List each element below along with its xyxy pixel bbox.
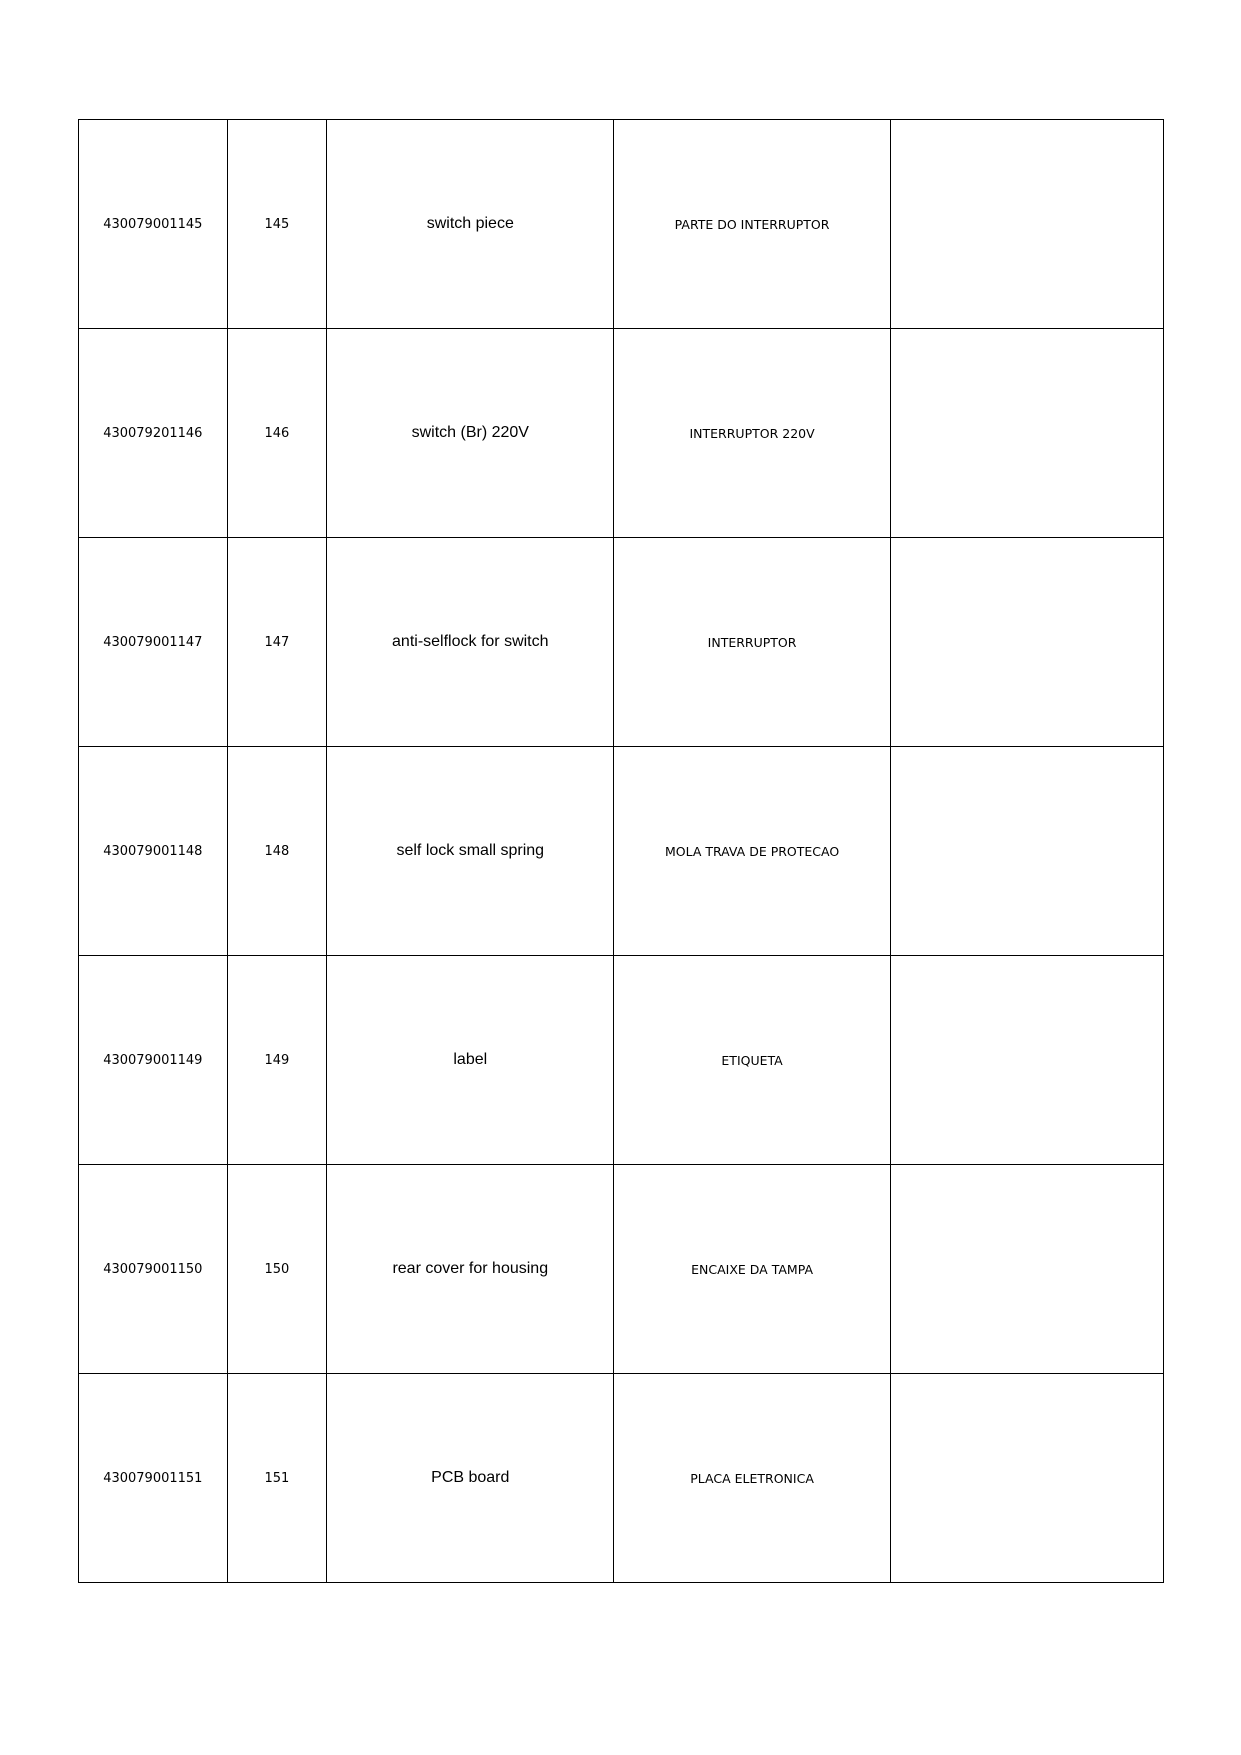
empty-cell [890,747,1163,956]
description-pt-cell: ETIQUETA [614,956,890,1165]
item-number-cell: 147 [227,538,326,747]
empty-cell [890,329,1163,538]
part-code-cell: 430079001150 [79,1165,228,1374]
description-pt-cell: ENCAIXE DA TAMPA [614,1165,890,1374]
description-en-cell: switch piece [327,120,614,329]
empty-cell [890,538,1163,747]
parts-table [78,119,1164,1583]
description-pt-cell: INTERRUPTOR 220V [614,329,890,538]
table-row [79,1165,1164,1374]
part-code-cell: 430079001148 [79,747,228,956]
item-number-cell: 150 [227,1165,326,1374]
table-row [79,747,1164,956]
table-row [79,956,1164,1165]
table-row [79,1374,1164,1583]
description-en-cell: rear cover for housing [327,1165,614,1374]
part-code-cell: 430079001147 [79,538,228,747]
description-pt-cell: INTERRUPTOR [614,538,890,747]
description-en-cell: self lock small spring [327,747,614,956]
table-row [79,538,1164,747]
part-code-cell: 430079201146 [79,329,228,538]
description-pt-cell: PLACA ELETRONICA [614,1374,890,1583]
item-number-cell: 145 [227,120,326,329]
description-en-cell: label [327,956,614,1165]
empty-cell [890,120,1163,329]
empty-cell [890,1374,1163,1583]
description-en-cell: switch (Br) 220V [327,329,614,538]
description-pt-cell: MOLA TRAVA DE PROTECAO [614,747,890,956]
description-en-cell: anti-selflock for switch [327,538,614,747]
table-row [79,120,1164,329]
part-code-cell: 430079001151 [79,1374,228,1583]
table-row [79,329,1164,538]
part-code-cell: 430079001149 [79,956,228,1165]
description-en-cell: PCB board [327,1374,614,1583]
description-pt-cell: PARTE DO INTERRUPTOR [614,120,890,329]
empty-cell [890,1165,1163,1374]
item-number-cell: 149 [227,956,326,1165]
item-number-cell: 146 [227,329,326,538]
part-code-cell: 430079001145 [79,120,228,329]
item-number-cell: 151 [227,1374,326,1583]
empty-cell [890,956,1163,1165]
item-number-cell: 148 [227,747,326,956]
